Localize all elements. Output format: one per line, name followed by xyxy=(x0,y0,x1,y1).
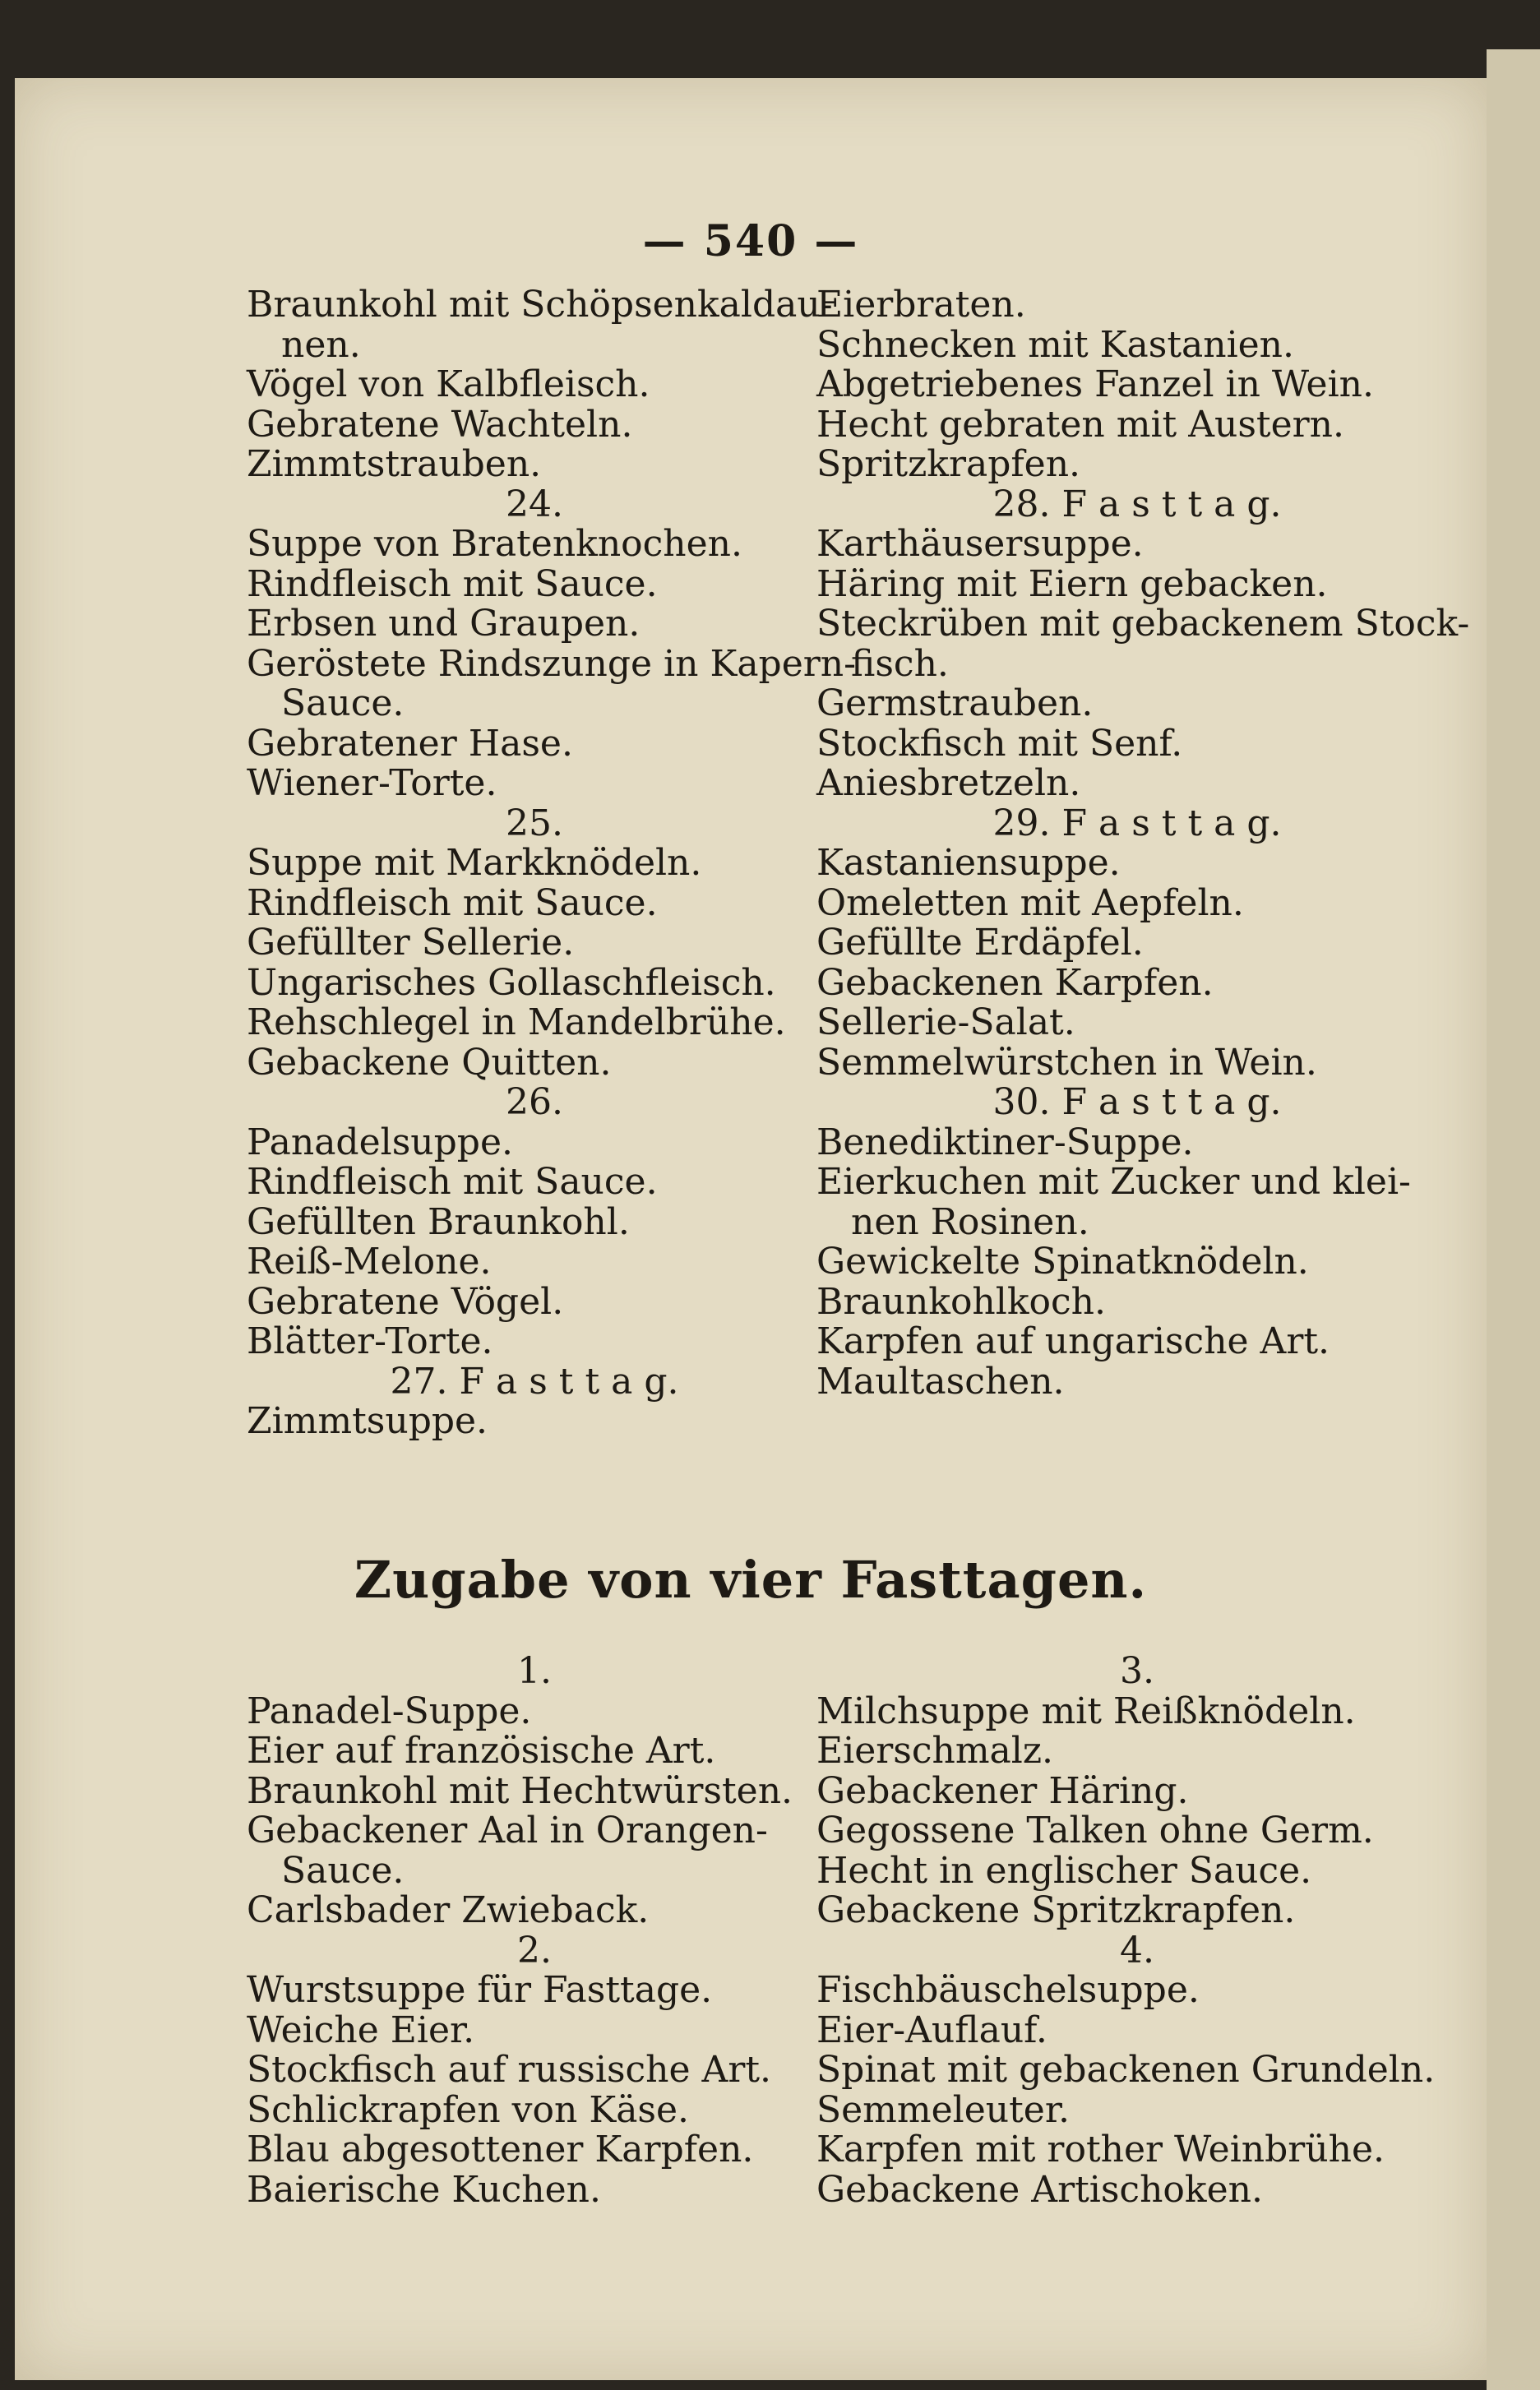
day-heading: 26. xyxy=(506,1081,563,1123)
menu-item: Gebackenen Karpfen. xyxy=(816,961,1214,1004)
day-heading: 27. F a s t t a g. xyxy=(390,1360,679,1403)
menu-item: Reiß-Melone. xyxy=(247,1241,492,1283)
menu-item: Geröstete Rindszunge in Kapern- xyxy=(247,642,856,685)
menu-item: Rindfleisch mit Sauce. xyxy=(247,881,658,924)
menu-item: Semmelwürstchen in Wein. xyxy=(816,1041,1317,1084)
menu-item: Benediktiner-Suppe. xyxy=(816,1121,1194,1163)
right-column-top xyxy=(816,284,1470,1403)
menu-item: Rindfleisch mit Sauce. xyxy=(247,1161,658,1203)
menu-item: Sellerie-Salat. xyxy=(816,1001,1075,1043)
left-column-bottom xyxy=(247,1652,822,2210)
day-heading: 28. F a s t t a g. xyxy=(992,483,1282,525)
book-page xyxy=(15,78,1487,2380)
day-heading: 30. F a s t t a g. xyxy=(992,1081,1282,1123)
menu-item: Blau abgesottener Karpfen. xyxy=(247,2129,754,2170)
menu-item: Fischbäuschelsuppe. xyxy=(816,1969,1200,2011)
menu-item: nen. xyxy=(281,323,361,366)
menu-item: Hecht gebraten mit Austern. xyxy=(816,403,1344,446)
menu-item: Sauce. xyxy=(281,1849,405,1892)
menu-item: Gebratene Wachteln. xyxy=(247,403,633,446)
menu-item: Zimmtsuppe. xyxy=(247,1400,488,1442)
menu-item: Gebackene Quitten. xyxy=(247,1041,612,1084)
menu-item: Rindfleisch mit Sauce. xyxy=(247,562,658,605)
menu-item: Weiche Eier. xyxy=(247,2009,475,2051)
menu-item: Vögel von Kalbfleisch. xyxy=(247,363,650,405)
menu-item: Stockfisch auf russische Art. xyxy=(247,2049,772,2091)
menu-item: Milchsuppe mit Reißknödeln. xyxy=(816,1690,1356,1732)
menu-item: Blätter-Torte. xyxy=(247,1320,493,1362)
menu-item: Suppe von Bratenknochen. xyxy=(247,523,743,565)
menu-item: Eierschmalz. xyxy=(816,1730,1054,1772)
menu-item: Gebratene Vögel. xyxy=(247,1280,564,1323)
menu-item: nen Rosinen. xyxy=(851,1200,1089,1243)
menu-item: Spinat mit gebackenen Grundeln. xyxy=(816,2049,1436,2091)
day-heading: 29. F a s t t a g. xyxy=(992,802,1282,844)
day-heading: 24. xyxy=(506,483,563,525)
menu-item: Aniesbretzeln. xyxy=(816,762,1081,804)
menu-item: Hecht in englischer Sauce. xyxy=(816,1849,1312,1892)
menu-item: Karthäusersuppe. xyxy=(816,523,1144,565)
menu-item: Suppe mit Markknödeln. xyxy=(247,842,702,884)
adjacent-page-edge xyxy=(1487,49,1540,2390)
menu-item: Gefüllter Sellerie. xyxy=(247,922,575,964)
menu-item: Gebackene Artischoken. xyxy=(816,2168,1263,2211)
menu-item: Schnecken mit Kastanien. xyxy=(816,323,1295,366)
day-heading: 4. xyxy=(1120,1929,1154,1972)
menu-item: Gebratener Hase. xyxy=(247,722,573,765)
menu-item: Spritzkrapfen. xyxy=(816,443,1081,485)
menu-item: Eierbraten. xyxy=(816,284,1026,326)
menu-item: Gefüllte Erdäpfel. xyxy=(816,922,1144,964)
menu-item: Omeletten mit Aepfeln. xyxy=(816,881,1244,924)
menu-item: Wurstsuppe für Fasttage. xyxy=(247,1969,713,2011)
menu-item: Baierische Kuchen. xyxy=(247,2168,601,2211)
menu-item: Wiener-Torte. xyxy=(247,762,497,804)
menu-item: Braunkohl mit Schöpsenkaldau- xyxy=(247,284,833,326)
day-heading: 3. xyxy=(1120,1650,1154,1692)
menu-item: Ungarisches Gollaschfleisch. xyxy=(247,961,776,1004)
menu-item: Gewickelte Spinatknödeln. xyxy=(816,1241,1309,1283)
menu-item: Häring mit Eiern gebacken. xyxy=(816,562,1328,605)
menu-item: Maultaschen. xyxy=(816,1360,1065,1403)
menu-item: Erbsen und Graupen. xyxy=(247,603,641,645)
menu-item: Schlickrapfen von Käse. xyxy=(247,2088,690,2131)
right-column-bottom xyxy=(816,1652,1458,2210)
menu-item: Gefüllten Braunkohl. xyxy=(247,1200,630,1243)
section-title: Zugabe von vier Fasttagen. xyxy=(354,1550,1148,1610)
menu-item: Gegossene Talken ohne Germ. xyxy=(816,1810,1374,1851)
menu-item: Abgetriebenes Fanzel in Wein. xyxy=(816,363,1374,405)
menu-item: Gebackener Häring. xyxy=(816,1769,1189,1812)
menu-item: Eier auf französische Art. xyxy=(247,1730,716,1772)
menu-item: Germstrauben. xyxy=(816,682,1094,724)
day-heading: 25. xyxy=(506,802,563,844)
menu-item: Stockfisch mit Senf. xyxy=(816,722,1183,765)
menu-item: Zimmtstrauben. xyxy=(247,443,542,485)
menu-item: Braunkohlkoch. xyxy=(816,1280,1106,1323)
menu-item: Sauce. xyxy=(281,682,405,724)
menu-item: Kastaniensuppe. xyxy=(816,842,1121,884)
menu-item: fisch. xyxy=(851,642,949,685)
menu-item: Steckrüben mit gebackenem Stock- xyxy=(816,603,1470,645)
left-column-top xyxy=(247,284,856,1442)
menu-item: Gebackener Aal in Orangen- xyxy=(247,1810,768,1851)
menu-item: Karpfen mit rother Weinbrühe. xyxy=(816,2129,1385,2170)
menu-item: Semmeleuter. xyxy=(816,2088,1071,2131)
menu-item: Eierkuchen mit Zucker und klei- xyxy=(816,1161,1411,1203)
menu-item: Braunkohl mit Hechtwürsten. xyxy=(247,1769,793,1812)
menu-item: Panadelsuppe. xyxy=(247,1121,513,1163)
day-heading: 1. xyxy=(517,1650,552,1692)
menu-item: Rehschlegel in Mandelbrühe. xyxy=(247,1001,786,1043)
page-number: — 540 — xyxy=(642,216,859,266)
menu-item: Gebackene Spritzkrapfen. xyxy=(816,1889,1296,1931)
menu-item: Eier-Auflauf. xyxy=(816,2009,1047,2051)
menu-item: Panadel-Suppe. xyxy=(247,1690,532,1732)
menu-item: Carlsbader Zwieback. xyxy=(247,1889,650,1931)
menu-item: Karpfen auf ungarische Art. xyxy=(816,1320,1330,1362)
day-heading: 2. xyxy=(517,1929,552,1972)
